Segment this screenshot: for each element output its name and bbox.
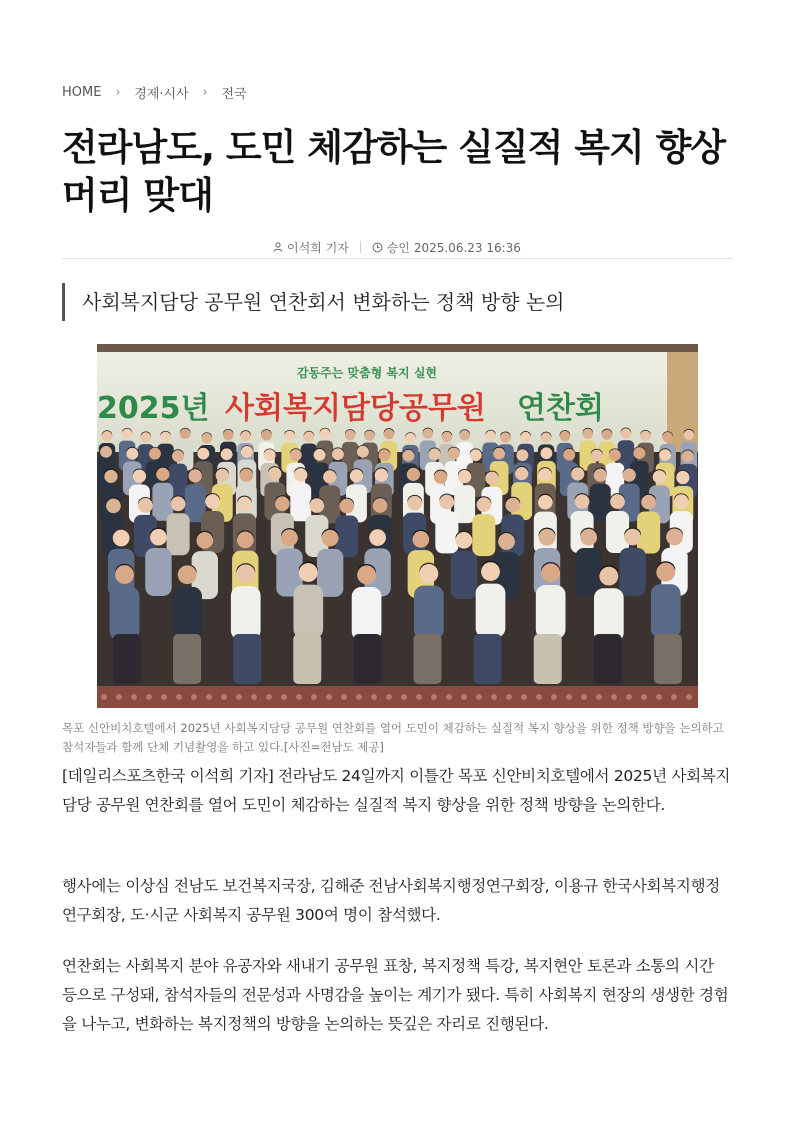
banner-title: 사회복지담당공무원: [225, 391, 486, 426]
chevron-right-icon: ›: [202, 85, 208, 99]
publish-info: [372, 239, 521, 256]
clock-icon: [372, 242, 383, 253]
article-title: 전라남도, 도민 체감하는 실질적 복지 향상 머리 맞대: [62, 126, 726, 217]
article-meta: [62, 237, 732, 257]
author-name[interactable]: 이석희 기자: [287, 240, 349, 255]
banner-small-text: 감동주는 맞춤형 복지 실현: [296, 366, 438, 380]
article-paragraph: 행사에는 이상심 전남도 보건복지국장, 김해준 전남사회복지행정연구회장, 이용규 한국사회복지행정연구회장, 도·시군 사회복지 공무원 300여 명이 참석했다.: [62, 877, 720, 924]
breadcrumb-home[interactable]: HOME: [62, 84, 102, 100]
article-paragraph: [데일리스포츠한국 이석희 기자] 전라남도 24일까지 이틀간 목포 신안비치호텔에서 2025년 사회복지담당 공무원 연찬회를 열어 도민이 체감하는 실질적 복지 향상을 위한 정책 방향을 논의한다.: [62, 767, 731, 814]
breadcrumb: [62, 82, 247, 102]
breadcrumb-category[interactable]: 경제·시사: [134, 86, 189, 102]
publish-date: 승인 2025.06.23 16:36: [386, 240, 521, 255]
article-paragraph: 연찬회는 사회복지 분야 유공자와 새내기 공무원 표창, 복지정책 특강, 복지현안 토론과 소통의 시간 등으로 구성돼, 참석자들의 전문성과 사명감을 높이는 계기가 됐다. 특히 사회복지 현장의 생생한 경험을 나누고, 변화하는 복지정책의 방향을 논의하는 뜻깊은 자리로 진행된다.: [62, 957, 729, 1033]
header-divider: [62, 258, 732, 259]
photo-caption: 목포 신안비치호텔에서 2025년 사회복지담당 공무원 연찬회를 열어 도민이 체감하는 실질적 복지 향상을 위한 정책 방향을 논의하고 참석자들과 함께 단체 기념촬영을 하고 있다.[사진=전남도 제공]: [62, 721, 724, 754]
chevron-right-icon: ›: [115, 85, 121, 99]
article-subtitle: 사회복지담당 공무원 연찬회서 변화하는 정책 방향 논의: [62, 283, 565, 321]
banner-end: 연찬회: [517, 391, 604, 426]
meta-divider: [360, 241, 361, 253]
breadcrumb-subcategory[interactable]: 전국: [221, 86, 247, 102]
author-info: [273, 239, 349, 256]
article-photo[interactable]: [97, 344, 698, 708]
person-icon: [273, 242, 283, 252]
banner-year: 2025년: [97, 391, 210, 426]
group-photo-illustration: [97, 344, 698, 708]
